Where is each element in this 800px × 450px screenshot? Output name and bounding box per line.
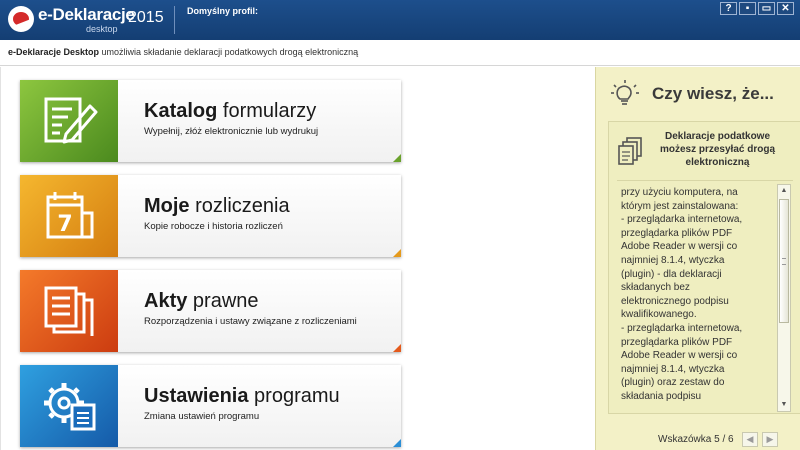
tip-line: najmniej 8.1.4, wtyczka bbox=[621, 254, 725, 266]
tile-corner-marker bbox=[393, 439, 401, 447]
tile-title bbox=[144, 100, 316, 123]
tip-line: którym jest zainstalowana: bbox=[621, 200, 739, 212]
tile-description: Kopie robocze i historia rozliczeń bbox=[144, 221, 283, 232]
app-logo bbox=[8, 4, 135, 36]
tile-title bbox=[144, 385, 340, 408]
tile-icon-area bbox=[20, 175, 118, 257]
tile-ustawienia-programu[interactable] bbox=[20, 365, 401, 447]
tip-line: - przeglądarka internetowa, bbox=[621, 214, 743, 226]
tagline-app-name: e-Deklaracje Desktop bbox=[8, 47, 100, 57]
main-menu bbox=[0, 67, 594, 450]
tile-title-bold: Katalog bbox=[144, 100, 218, 122]
tip-line: składanych bez bbox=[621, 282, 690, 294]
tile-body bbox=[118, 270, 401, 352]
logo-text: e-Deklaracje bbox=[38, 5, 135, 24]
tile-akty-prawne[interactable] bbox=[20, 270, 401, 352]
tip-line: - przeglądarka internetowa, bbox=[621, 322, 743, 334]
tip-line: elektronicznego podpisu bbox=[621, 295, 729, 307]
tile-title-rest: prawne bbox=[187, 290, 259, 312]
tip-text bbox=[621, 186, 761, 412]
tip-divider bbox=[617, 180, 793, 181]
tip-line: (plugin) oraz zestaw do bbox=[621, 377, 725, 389]
tip-line: najmniej 8.1.4, wtyczka bbox=[621, 363, 725, 375]
scroll-up-icon[interactable]: ▲ bbox=[780, 187, 788, 194]
logo-emblem-icon bbox=[8, 6, 34, 32]
tip-line: Adobe Reader w wersji co bbox=[621, 241, 738, 253]
tip-heading: Deklaracje podatkowe możesz przesyłać drogą elektroniczną bbox=[659, 131, 776, 168]
previous-tip-button[interactable]: ◀ bbox=[742, 432, 758, 447]
tile-katalog-formularzy[interactable] bbox=[20, 80, 401, 162]
tile-moje-rozliczenia[interactable] bbox=[20, 175, 401, 257]
logo-subtext: desktop bbox=[86, 24, 118, 34]
tip-line: Adobe Reader w wersji co bbox=[621, 350, 738, 362]
tile-title-bold: Moje bbox=[144, 195, 190, 217]
tip-line: kwalifikowanego. bbox=[621, 309, 697, 321]
header-divider bbox=[174, 6, 175, 34]
tile-body bbox=[118, 365, 401, 447]
tile-icon-area bbox=[20, 365, 118, 447]
next-tip-button[interactable]: ▶ bbox=[762, 432, 778, 447]
tile-description: Zmiana ustawień programu bbox=[144, 411, 260, 422]
app-year: 2015 bbox=[128, 9, 164, 26]
tip-line: (plugin) - dla deklaracji bbox=[621, 268, 722, 280]
tips-header bbox=[610, 79, 800, 109]
tile-body bbox=[118, 175, 401, 257]
tile-title-bold: Ustawienia bbox=[144, 385, 249, 407]
tile-icon-area bbox=[20, 270, 118, 352]
tile-description: Wypełnij, złóż elektronicznie lub wydrukuj bbox=[144, 126, 319, 137]
help-button[interactable]: ? bbox=[720, 2, 737, 15]
tip-card bbox=[608, 121, 800, 414]
tile-corner-marker bbox=[393, 154, 401, 162]
tips-title: Czy wiesz, że... bbox=[652, 84, 774, 103]
scroll-thumb[interactable] bbox=[779, 199, 789, 323]
documents-stack-icon bbox=[42, 286, 98, 336]
tile-corner-marker bbox=[393, 249, 401, 257]
tagline bbox=[8, 47, 358, 57]
close-button[interactable]: ✕ bbox=[777, 2, 794, 15]
form-pencil-icon bbox=[42, 96, 98, 146]
calendar-7-icon bbox=[42, 191, 98, 241]
tip-line: składania podpisu bbox=[621, 390, 702, 402]
tile-description: Rozporządzenia i ustawy związane z rozliczeniami bbox=[144, 316, 357, 327]
profile-label: Domyślny profil: bbox=[187, 6, 259, 16]
tile-icon-area bbox=[20, 80, 118, 162]
tile-title bbox=[144, 195, 290, 218]
minimize-button[interactable]: ▪ bbox=[739, 2, 756, 15]
maximize-button[interactable]: ▭ bbox=[758, 2, 775, 15]
tip-scrollbar[interactable] bbox=[777, 184, 791, 412]
tile-title-rest: rozliczenia bbox=[189, 195, 290, 217]
lightbulb-icon bbox=[610, 79, 640, 109]
gear-document-icon bbox=[42, 381, 98, 431]
svg-text:7: 7 bbox=[57, 212, 73, 237]
tagline-text: umożliwia składanie deklaracji podatkowych drogą elektroniczną bbox=[99, 47, 359, 57]
documents-icon bbox=[617, 136, 647, 166]
scroll-down-icon[interactable]: ▼ bbox=[780, 401, 788, 408]
window-controls bbox=[720, 2, 794, 15]
tile-corner-marker bbox=[393, 344, 401, 352]
tile-title-rest: programu bbox=[248, 385, 340, 407]
tile-title-bold: Akty bbox=[144, 290, 188, 312]
tile-body bbox=[118, 80, 401, 162]
tip-line: przeglądarka plików PDF bbox=[621, 227, 733, 239]
tile-title-rest: formularzy bbox=[217, 100, 317, 122]
subheader bbox=[0, 40, 800, 66]
tip-line: przy użyciu komputera, na bbox=[621, 187, 738, 198]
tile-title bbox=[144, 290, 259, 313]
title-bar bbox=[0, 0, 800, 40]
tip-line: przeglądarka plików PDF bbox=[621, 336, 733, 348]
tip-counter: Wskazówka 5 / 6 bbox=[658, 434, 734, 445]
tips-panel bbox=[595, 67, 800, 450]
